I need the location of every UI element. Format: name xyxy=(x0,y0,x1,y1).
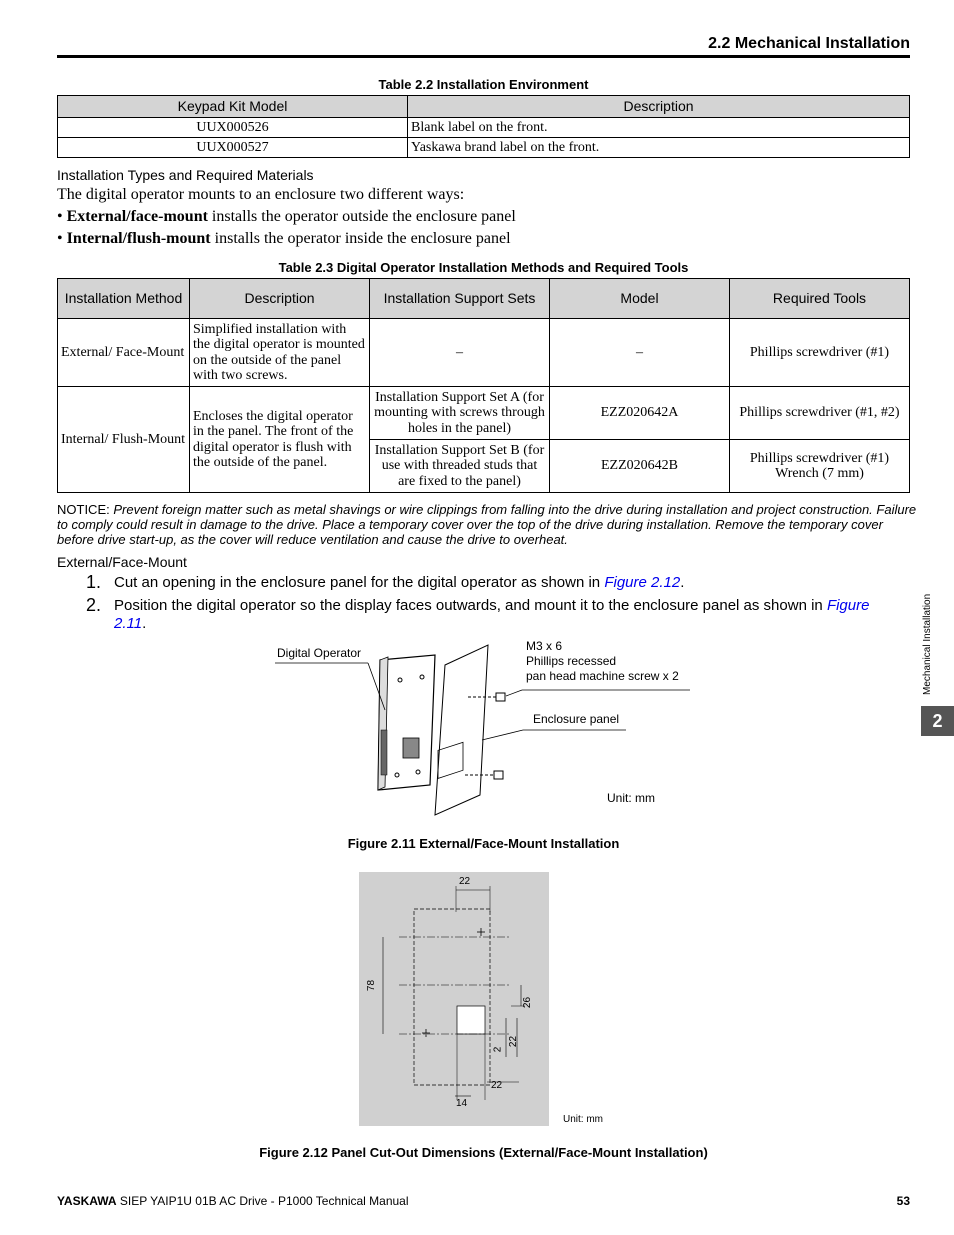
bullet-text: installs the operator inside the enclosure panel xyxy=(210,230,511,247)
side-connector-shape xyxy=(381,730,387,775)
dim-26: 26 xyxy=(522,996,534,1009)
step-2-text: Position the digital operator so the display faces outwards, and mount it to the enclosure panel as shown in xyxy=(114,597,827,614)
table-cell: Encloses the digital operator in the panel. The front of the digital operator is flush with the outside of the panel. xyxy=(190,387,370,493)
step-2 xyxy=(114,597,904,633)
table-2-3 xyxy=(57,278,910,493)
header-rule xyxy=(57,55,910,58)
table-cell: – xyxy=(370,319,550,387)
table-cell: Internal/ Flush-Mount xyxy=(58,387,190,493)
table-2-3-caption: Table 2.3 Digital Operator Installation Methods and Required Tools xyxy=(278,260,689,275)
table-row xyxy=(58,118,910,138)
footer-doc xyxy=(57,1194,409,1208)
figure-2-11-unit: Unit: mm xyxy=(607,791,655,805)
table-cell: Phillips screwdriver (#1) xyxy=(730,319,910,387)
enclosure-panel-shape xyxy=(435,645,488,815)
dim-22-right: 22 xyxy=(508,1035,520,1048)
side-tab-label xyxy=(922,575,938,695)
leader-line xyxy=(506,690,522,696)
step-1-number: 1. xyxy=(86,572,102,592)
connector-shape xyxy=(403,738,419,758)
table-cell: Blank label on the front. xyxy=(408,118,910,138)
table-header: Description xyxy=(190,279,370,319)
period: . xyxy=(142,615,147,632)
bullet-bold: External/face-mount xyxy=(66,208,208,225)
table-row xyxy=(58,138,910,158)
dim-22-bottom: 22 xyxy=(491,1080,503,1091)
table-header: Description xyxy=(408,96,910,118)
step-1-text: Cut an opening in the enclosure panel for the digital operator as shown in xyxy=(114,574,605,591)
table-2-2 xyxy=(57,95,910,158)
installation-intro: The digital operator mounts to an enclosure two different ways: xyxy=(57,186,465,203)
dim-top-22: 22 xyxy=(459,876,471,887)
bullet-internal: • Internal/flush-mount installs the operator inside the enclosure panel xyxy=(57,230,511,247)
figure-2-12-link[interactable]: Figure 2.12 xyxy=(604,574,681,591)
dim-14: 14 xyxy=(456,1098,468,1109)
screw-shape xyxy=(496,693,505,701)
table-header: Installation Support Sets xyxy=(370,279,550,319)
table-header: Required Tools xyxy=(730,279,910,319)
figure-2-12-unit: Unit: mm xyxy=(563,1114,603,1125)
table-cell: Phillips screwdriver (#1, #2) xyxy=(730,387,910,440)
table-cell: Simplified installation with the digital operator is mounted on the outside of the panel with two screws. xyxy=(190,319,370,387)
page-number: 53 xyxy=(896,1194,910,1208)
table-cell: Installation Support Set A (for mounting with screws through holes in the panel) xyxy=(370,387,550,440)
table-2-2-caption: Table 2.2 Installation Environment xyxy=(378,77,589,92)
bullet-external: • External/face-mount installs the operator outside the enclosure panel xyxy=(57,208,516,225)
table-header: Model xyxy=(550,279,730,319)
installation-types-heading: Installation Types and Required Materials xyxy=(57,167,314,183)
notice xyxy=(57,502,917,547)
section-title: 2.2 Mechanical Installation xyxy=(708,35,910,52)
table-header: Keypad Kit Model xyxy=(58,96,408,118)
table-cell: EZZ020642A xyxy=(550,387,730,440)
notice-label: NOTICE: xyxy=(57,502,110,517)
label-enclosure-panel: Enclosure panel xyxy=(533,712,620,726)
chapter-tab: 2 xyxy=(921,706,954,736)
table-cell: UUX000526 xyxy=(58,118,408,138)
table-cell: UUX000527 xyxy=(58,138,408,158)
leader-line xyxy=(482,730,523,740)
step-2-number: 2. xyxy=(86,595,102,615)
label-digital-operator: Digital Operator xyxy=(277,646,362,660)
table-row xyxy=(58,319,910,387)
notice-text: Prevent foreign matter such as metal shavings or wire clippings from falling into the drive during installation and project construction. Failure to comply could result in damage to the drive. Place a temporary cover over the top of the drive during installation. Remove the temporary cover before drive start-up, as the cover will reduce ventilation and cause the drive to overheat. xyxy=(57,502,917,547)
screw-shape xyxy=(494,771,503,779)
label-screw-line-3: pan head machine screw x 2 xyxy=(526,669,679,683)
period: . xyxy=(680,574,685,591)
table-cell: External/ Face-Mount xyxy=(58,319,190,387)
bullet-text: installs the operator outside the enclosure panel xyxy=(207,208,516,225)
external-heading: External/Face-Mount xyxy=(57,554,187,570)
label-screw-line-1: M3 x 6 xyxy=(526,639,563,653)
figure-2-12-caption: Figure 2.12 Panel Cut-Out Dimensions (External/Face-Mount Installation) xyxy=(259,1145,708,1160)
table-cell: Phillips screwdriver (#1) Wrench (7 mm) xyxy=(730,440,910,493)
table-header: Installation Method xyxy=(58,279,190,319)
label-screw-line-2: Phillips recessed xyxy=(526,654,617,668)
table-cell: EZZ020642B xyxy=(550,440,730,493)
table-cell: Installation Support Set B (for use with threaded studs that are fixed to the panel) xyxy=(370,440,550,493)
dim-78: 78 xyxy=(366,979,378,992)
footer-brand: YASKAWA xyxy=(57,1194,117,1208)
cutout-opening xyxy=(457,1006,485,1034)
table-cell: – xyxy=(550,319,730,387)
footer-doc-title: SIEP YAIP1U 01B AC Drive - P1000 Technical Manual xyxy=(116,1194,409,1208)
step-1 xyxy=(114,574,904,592)
figure-2-11-caption: Figure 2.11 External/Face-Mount Installation xyxy=(347,836,620,851)
table-cell: Yaskawa brand label on the front. xyxy=(408,138,910,158)
bullet-bold: Internal/flush-mount xyxy=(66,230,211,247)
side-tab-text: Mechanical Installation xyxy=(922,593,933,695)
dim-2: 2 xyxy=(492,1046,504,1053)
table-row xyxy=(58,387,910,440)
figure-2-11-link[interactable]: Figure 2.11 xyxy=(114,597,870,632)
